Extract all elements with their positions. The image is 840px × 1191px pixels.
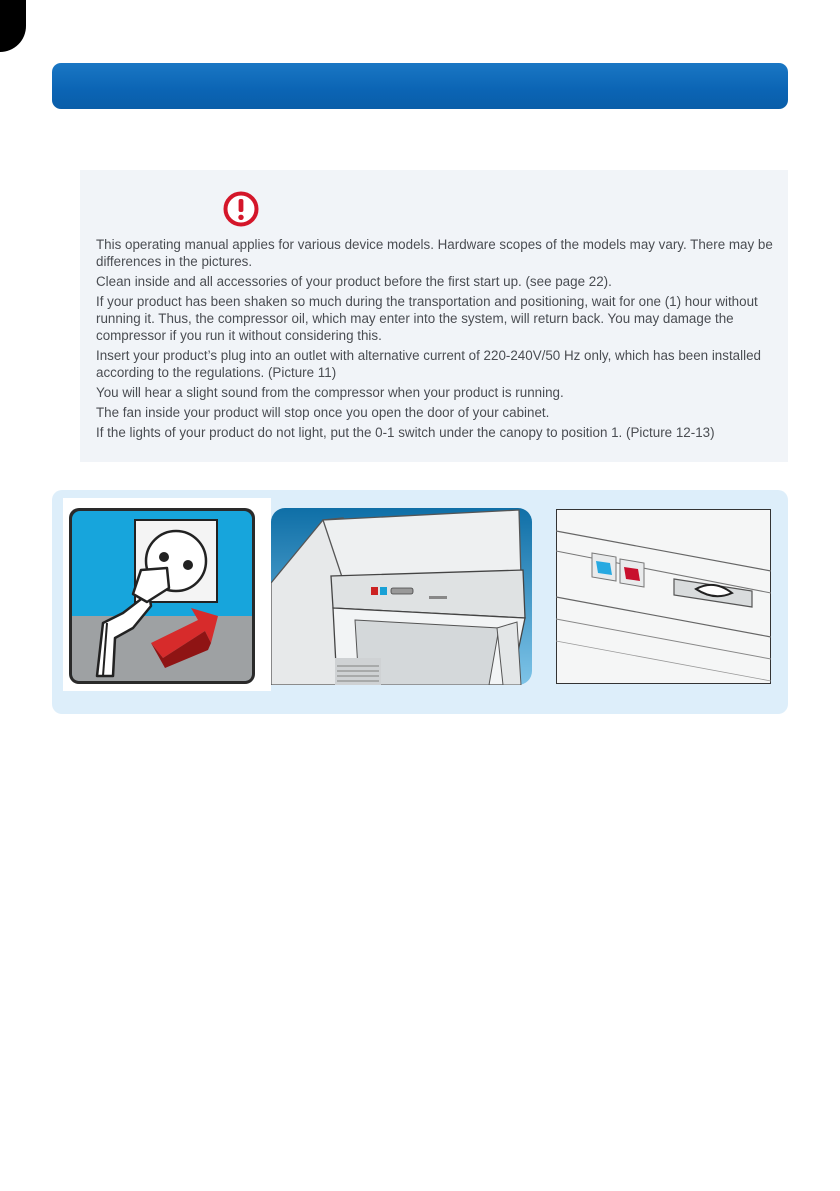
notice-item: This operating manual applies for various device models. Hardware scopes of the models may vary. There may be differences in the pictures.: [96, 237, 773, 270]
page-corner-tab: [0, 0, 26, 52]
notice-item: If the lights of your product do not light, put the 0-1 switch under the canopy to position 1. (Picture 12-13): [96, 424, 715, 440]
notice-item: The fan inside your product will stop once you open the door of your cabinet.: [96, 404, 550, 420]
notice-item: Clean inside and all accessories of your product before the first start up. (see page 22).: [96, 274, 612, 289]
section-header-bar: [52, 63, 788, 109]
notice-list: [96, 236, 796, 443]
notice-item: You will hear a slight sound from the compressor when your product is running.: [96, 385, 564, 400]
cabinet-canopy-illustration: [271, 508, 532, 685]
notice-item: If your product has been shaken so much during the transportation and positioning, wait for one (1) hour without running it. Thus, the compressor oil, which may enter into the system, will return back. You may damage the compressor if you run it without considering this.: [96, 293, 758, 344]
exclamation-circle-icon: [222, 190, 260, 228]
plug-outlet-illustration: [63, 498, 271, 691]
notice-item: Insert your product’s plug into an outlet with alternative current of 220-240V/50 Hz only, which has been installed according to the regulations. (Picture 11): [96, 348, 761, 381]
switch-closeup-illustration: [556, 509, 771, 684]
